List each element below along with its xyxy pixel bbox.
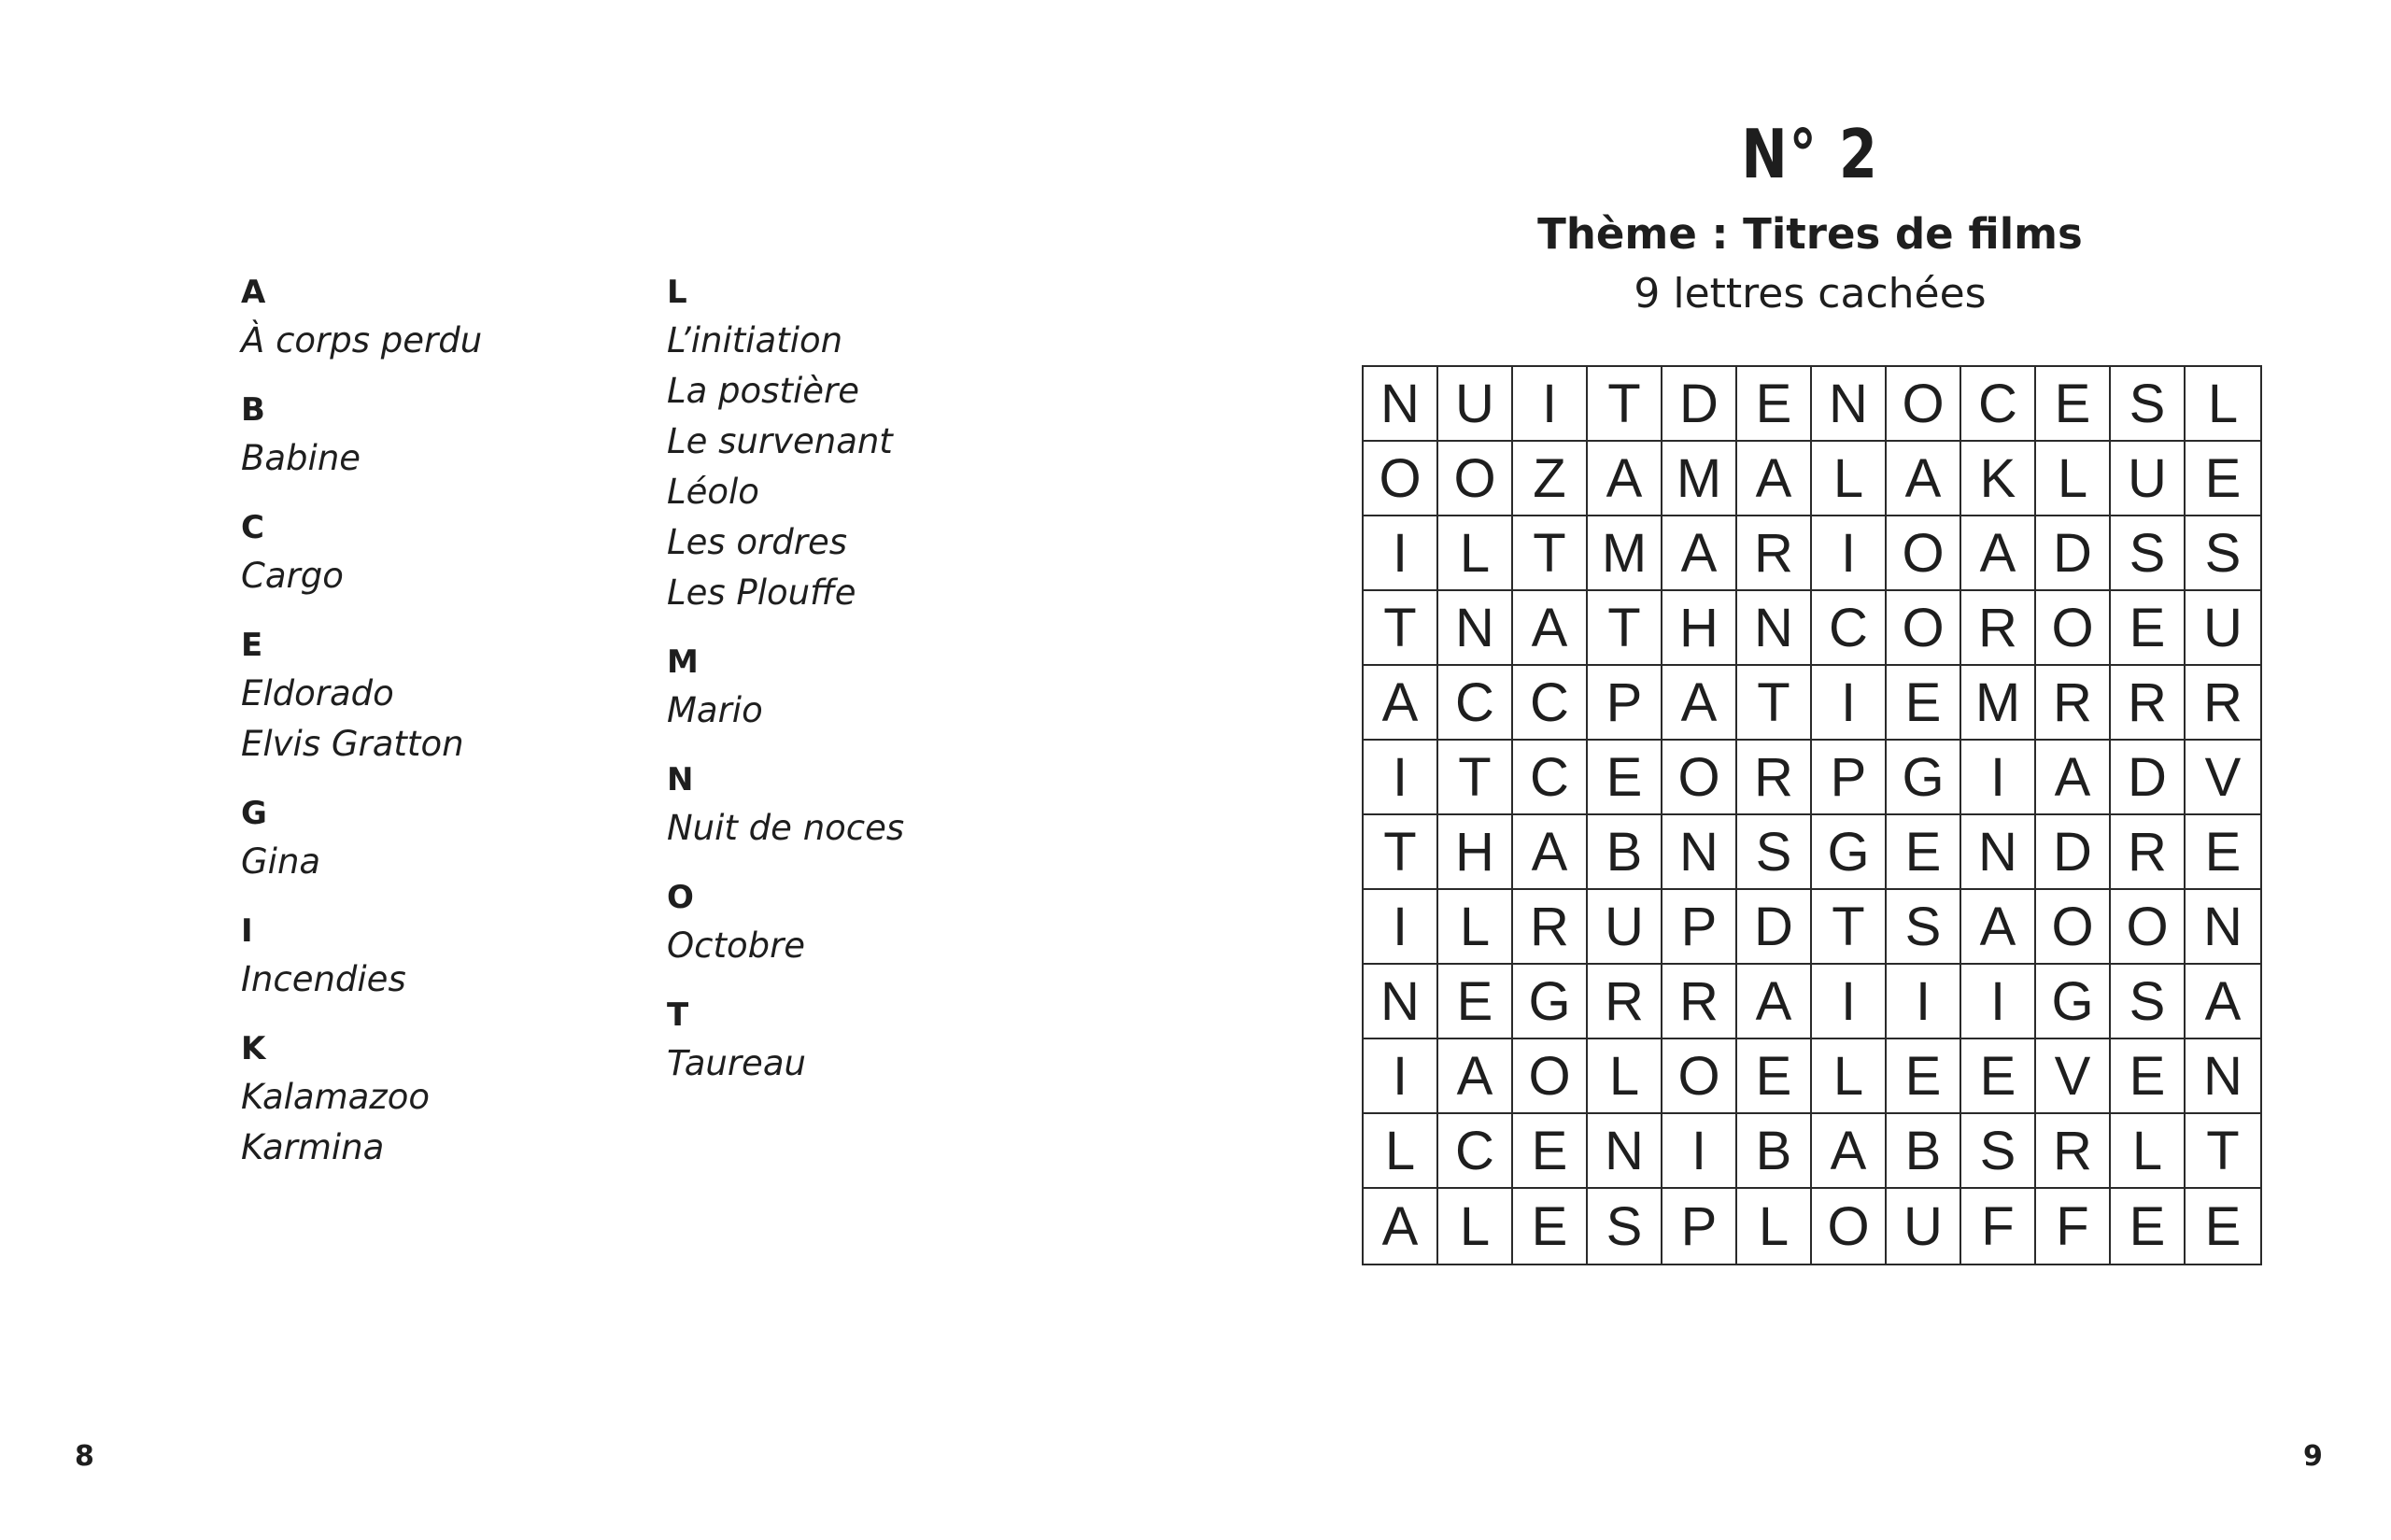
grid-cell: E: [1961, 1039, 2036, 1114]
word-item: Nuit de noces: [667, 808, 905, 848]
page-number-left: 8: [75, 1440, 94, 1473]
grid-cell: I: [1364, 1039, 1438, 1114]
grid-cell: O: [1364, 442, 1438, 516]
group-letter: N: [667, 761, 694, 798]
page-number-right: 9: [2303, 1440, 2323, 1473]
grid-cell: O: [2036, 890, 2111, 965]
grid-cell: L: [1438, 890, 1513, 965]
grid-cell: A: [1513, 815, 1588, 890]
grid-cell: O: [1887, 367, 1961, 442]
grid-cell: I: [1513, 367, 1588, 442]
grid-cell: C: [1438, 1114, 1513, 1189]
word-item: Les ordres: [667, 522, 848, 562]
group-letter: T: [667, 996, 689, 1034]
grid-cell: M: [1662, 442, 1737, 516]
grid-cell: P: [1588, 666, 1662, 741]
grid-cell: S: [1961, 1114, 2036, 1189]
group-letter: I: [241, 912, 253, 950]
grid-cell: R: [1662, 965, 1737, 1039]
grid-cell: B: [1737, 1114, 1812, 1189]
grid-cell: E: [1737, 1039, 1812, 1114]
grid-cell: N: [1662, 815, 1737, 890]
grid-cell: L: [1737, 1189, 1812, 1264]
grid-cell: E: [2111, 1189, 2186, 1264]
grid-cell: E: [2111, 1039, 2186, 1114]
word-list-left-column: [241, 269, 652, 1194]
grid-cell: O: [1438, 442, 1513, 516]
grid-cell: C: [1513, 666, 1588, 741]
grid-cell: U: [1438, 367, 1513, 442]
grid-cell: O: [2111, 890, 2186, 965]
grid-cell: R: [1961, 591, 2036, 666]
grid-cell: N: [1364, 965, 1438, 1039]
grid-cell: C: [1438, 666, 1513, 741]
grid-cell: L: [1438, 516, 1513, 591]
grid-cell: R: [2036, 666, 2111, 741]
word-group-t: [667, 992, 1078, 1089]
word-item: Incendies: [241, 959, 406, 999]
word-item: La postière: [667, 371, 859, 411]
grid-cell: L: [2186, 367, 2260, 442]
grid-cell: E: [2204, 1195, 2242, 1257]
grid-cell: G: [1887, 741, 1961, 815]
grid-cell: L: [1438, 1189, 1513, 1264]
grid-cell: O: [2036, 591, 2111, 666]
grid-cell: E: [1513, 1114, 1588, 1189]
word-group-b: [241, 387, 652, 484]
word-item: Taureau: [667, 1043, 806, 1083]
word-group-a: [241, 269, 652, 366]
word-item: Octobre: [667, 925, 806, 966]
grid-cell: N: [1737, 591, 1812, 666]
word-group-o: [667, 874, 1078, 971]
grid-cell: Z: [1513, 442, 1588, 516]
grid-cell: C: [1513, 741, 1588, 815]
grid-cell: N: [2186, 890, 2260, 965]
grid-cell: O: [1887, 591, 1961, 666]
grid-cell: T: [1513, 516, 1588, 591]
grid-cell: N: [1812, 367, 1887, 442]
grid-cell: B: [1588, 815, 1662, 890]
word-item: Eldorado: [241, 673, 394, 713]
grid-cell: B: [1887, 1114, 1961, 1189]
group-letter: C: [241, 509, 264, 546]
hidden-letters-count: 9 lettres cachées: [1634, 270, 1987, 318]
grid-cell: R: [1737, 516, 1812, 591]
word-item: À corps perdu: [241, 320, 483, 360]
group-letter: G: [241, 795, 267, 832]
grid-cell: A: [2036, 741, 2111, 815]
grid-cell: O: [1662, 741, 1737, 815]
grid-cell: T: [1364, 591, 1438, 666]
grid-cell: D: [2111, 741, 2186, 815]
word-search-grid: [1362, 365, 2262, 1265]
grid-cell: A: [2186, 965, 2260, 1039]
grid-cell: N: [1588, 1114, 1662, 1189]
grid-cell: S: [2111, 965, 2186, 1039]
grid-cell: A: [1513, 591, 1588, 666]
grid-cell: S: [2186, 516, 2260, 591]
grid-cell: L: [1812, 1039, 1887, 1114]
grid-cell: A: [1961, 890, 2036, 965]
grid-cell: D: [2036, 815, 2111, 890]
group-letter: K: [241, 1030, 266, 1067]
word-group-i: [241, 908, 652, 1005]
grid-cell: P: [1662, 890, 1737, 965]
grid-cell: V: [2186, 741, 2260, 815]
word-item: Cargo: [241, 556, 344, 596]
word-item: Karmina: [241, 1127, 385, 1167]
word-item: Les Plouffe: [667, 572, 856, 613]
grid-cell: E: [2186, 442, 2260, 516]
grid-cell: E: [2036, 367, 2111, 442]
grid-cell: I: [1812, 666, 1887, 741]
grid-cell: N: [2186, 1039, 2260, 1114]
grid-cell: R: [2111, 666, 2186, 741]
grid-cell: A: [1364, 1189, 1438, 1264]
grid-cell: A: [1662, 516, 1737, 591]
word-item: Mario: [667, 690, 763, 730]
word-item: L’initiation: [667, 320, 843, 360]
grid-cell: C: [1812, 591, 1887, 666]
grid-cell: U: [2186, 591, 2260, 666]
grid-cell: E: [2111, 591, 2186, 666]
word-group-n: [667, 756, 1078, 854]
grid-cell: D: [2036, 516, 2111, 591]
grid-cell: L: [2111, 1114, 2186, 1189]
word-group-g: [241, 790, 652, 887]
grid-cell: S: [1588, 1189, 1662, 1264]
grid-cell: H: [1662, 591, 1737, 666]
grid-cell: F: [1961, 1189, 2036, 1264]
group-letter: M: [667, 643, 699, 681]
grid-cell: I: [1812, 516, 1887, 591]
grid-cell: I: [1364, 890, 1438, 965]
grid-cell: U: [1887, 1189, 1961, 1264]
grid-cell: S: [2111, 516, 2186, 591]
grid-cell: S: [1737, 815, 1812, 890]
grid-cell: A: [1887, 442, 1961, 516]
grid-cell: G: [1812, 815, 1887, 890]
grid-cell: E: [1737, 367, 1812, 442]
grid-cell: S: [1887, 890, 1961, 965]
grid-cell: T: [2186, 1114, 2260, 1189]
grid-cell: K: [1961, 442, 2036, 516]
grid-cell: O: [1513, 1039, 1588, 1114]
grid-cell: T: [1588, 367, 1662, 442]
group-letter: A: [241, 274, 266, 311]
grid-cell: O: [1662, 1039, 1737, 1114]
grid-cell: V: [2036, 1039, 2111, 1114]
grid-cell: T: [1812, 890, 1887, 965]
grid-cell: A: [1812, 1114, 1887, 1189]
word-group-k: [241, 1025, 652, 1173]
grid-cell: A: [1737, 965, 1812, 1039]
grid-cell: I: [1662, 1114, 1737, 1189]
grid-cell: U: [2111, 442, 2186, 516]
group-letter: L: [667, 274, 687, 311]
grid-cell: E: [1887, 1039, 1961, 1114]
grid-cell: E: [1588, 741, 1662, 815]
word-group-c: [241, 504, 652, 601]
group-letter: B: [241, 391, 265, 429]
grid-cell: R: [2186, 666, 2260, 741]
grid-cell: D: [1662, 367, 1737, 442]
grid-cell: M: [1961, 666, 2036, 741]
grid-cell: A: [1364, 666, 1438, 741]
grid-cell: R: [1737, 741, 1812, 815]
grid-cell: E: [1438, 965, 1513, 1039]
grid-cell: G: [2036, 965, 2111, 1039]
grid-cell: L: [1364, 1114, 1438, 1189]
grid-cell: E: [2186, 815, 2260, 890]
word-item: Babine: [241, 438, 361, 478]
grid-cell: U: [1588, 890, 1662, 965]
grid-cell: M: [1588, 516, 1662, 591]
grid-cell: I: [1812, 965, 1887, 1039]
grid-cell: R: [2036, 1114, 2111, 1189]
grid-cell: R: [2111, 815, 2186, 890]
grid-cell: T: [1737, 666, 1812, 741]
group-letter: E: [241, 627, 263, 664]
word-group-m: [667, 639, 1078, 736]
grid-cell: P: [1812, 741, 1887, 815]
puzzle-number: N° 2: [1741, 115, 1879, 193]
word-group-e: [241, 622, 652, 770]
grid-cell: P: [1662, 1189, 1737, 1264]
grid-cell: T: [1438, 741, 1513, 815]
grid-cell: S: [2111, 367, 2186, 442]
word-group-l: [667, 269, 1078, 618]
word-item: Gina: [241, 841, 321, 882]
puzzle-theme: Thème : Titres de films: [1537, 209, 2083, 259]
grid-cell: A: [1662, 666, 1737, 741]
grid-cell: A: [1961, 516, 2036, 591]
grid-cell: A: [1588, 442, 1662, 516]
grid-cell: T: [1364, 815, 1438, 890]
grid-cell: I: [1887, 965, 1961, 1039]
grid-cell: L: [1812, 442, 1887, 516]
word-item: Le survenant: [667, 421, 893, 461]
grid-cell: R: [1513, 890, 1588, 965]
grid-cell: G: [1513, 965, 1588, 1039]
grid-cell: N: [1364, 367, 1438, 442]
grid-cell: E: [1887, 815, 1961, 890]
grid-cell: T: [1588, 591, 1662, 666]
grid-cell: H: [1438, 815, 1513, 890]
word-item: Léolo: [667, 472, 759, 512]
grid-cell: O: [1812, 1189, 1887, 1264]
grid-cell: A: [1737, 442, 1812, 516]
grid-cell: L: [2036, 442, 2111, 516]
grid-cell: N: [1961, 815, 2036, 890]
word-item: Kalamazoo: [241, 1077, 430, 1117]
grid-cell: F: [2036, 1189, 2111, 1264]
grid-cell: L: [1588, 1039, 1662, 1114]
grid-cell: E: [1513, 1189, 1588, 1264]
grid-cell: E: [1887, 666, 1961, 741]
grid-cell: D: [1737, 890, 1812, 965]
grid-cell: R: [1588, 965, 1662, 1039]
grid-cell: I: [1961, 965, 2036, 1039]
grid-cell: I: [1961, 741, 2036, 815]
grid-cell: I: [1364, 741, 1438, 815]
group-letter: O: [667, 879, 694, 916]
word-list-right-column: [667, 269, 1078, 1109]
grid-cell: I: [1364, 516, 1438, 591]
word-item: Elvis Gratton: [241, 724, 464, 764]
grid-cell: C: [1961, 367, 2036, 442]
grid-cell: A: [1438, 1039, 1513, 1114]
grid-cell: N: [1438, 591, 1513, 666]
grid-cell: O: [1887, 516, 1961, 591]
